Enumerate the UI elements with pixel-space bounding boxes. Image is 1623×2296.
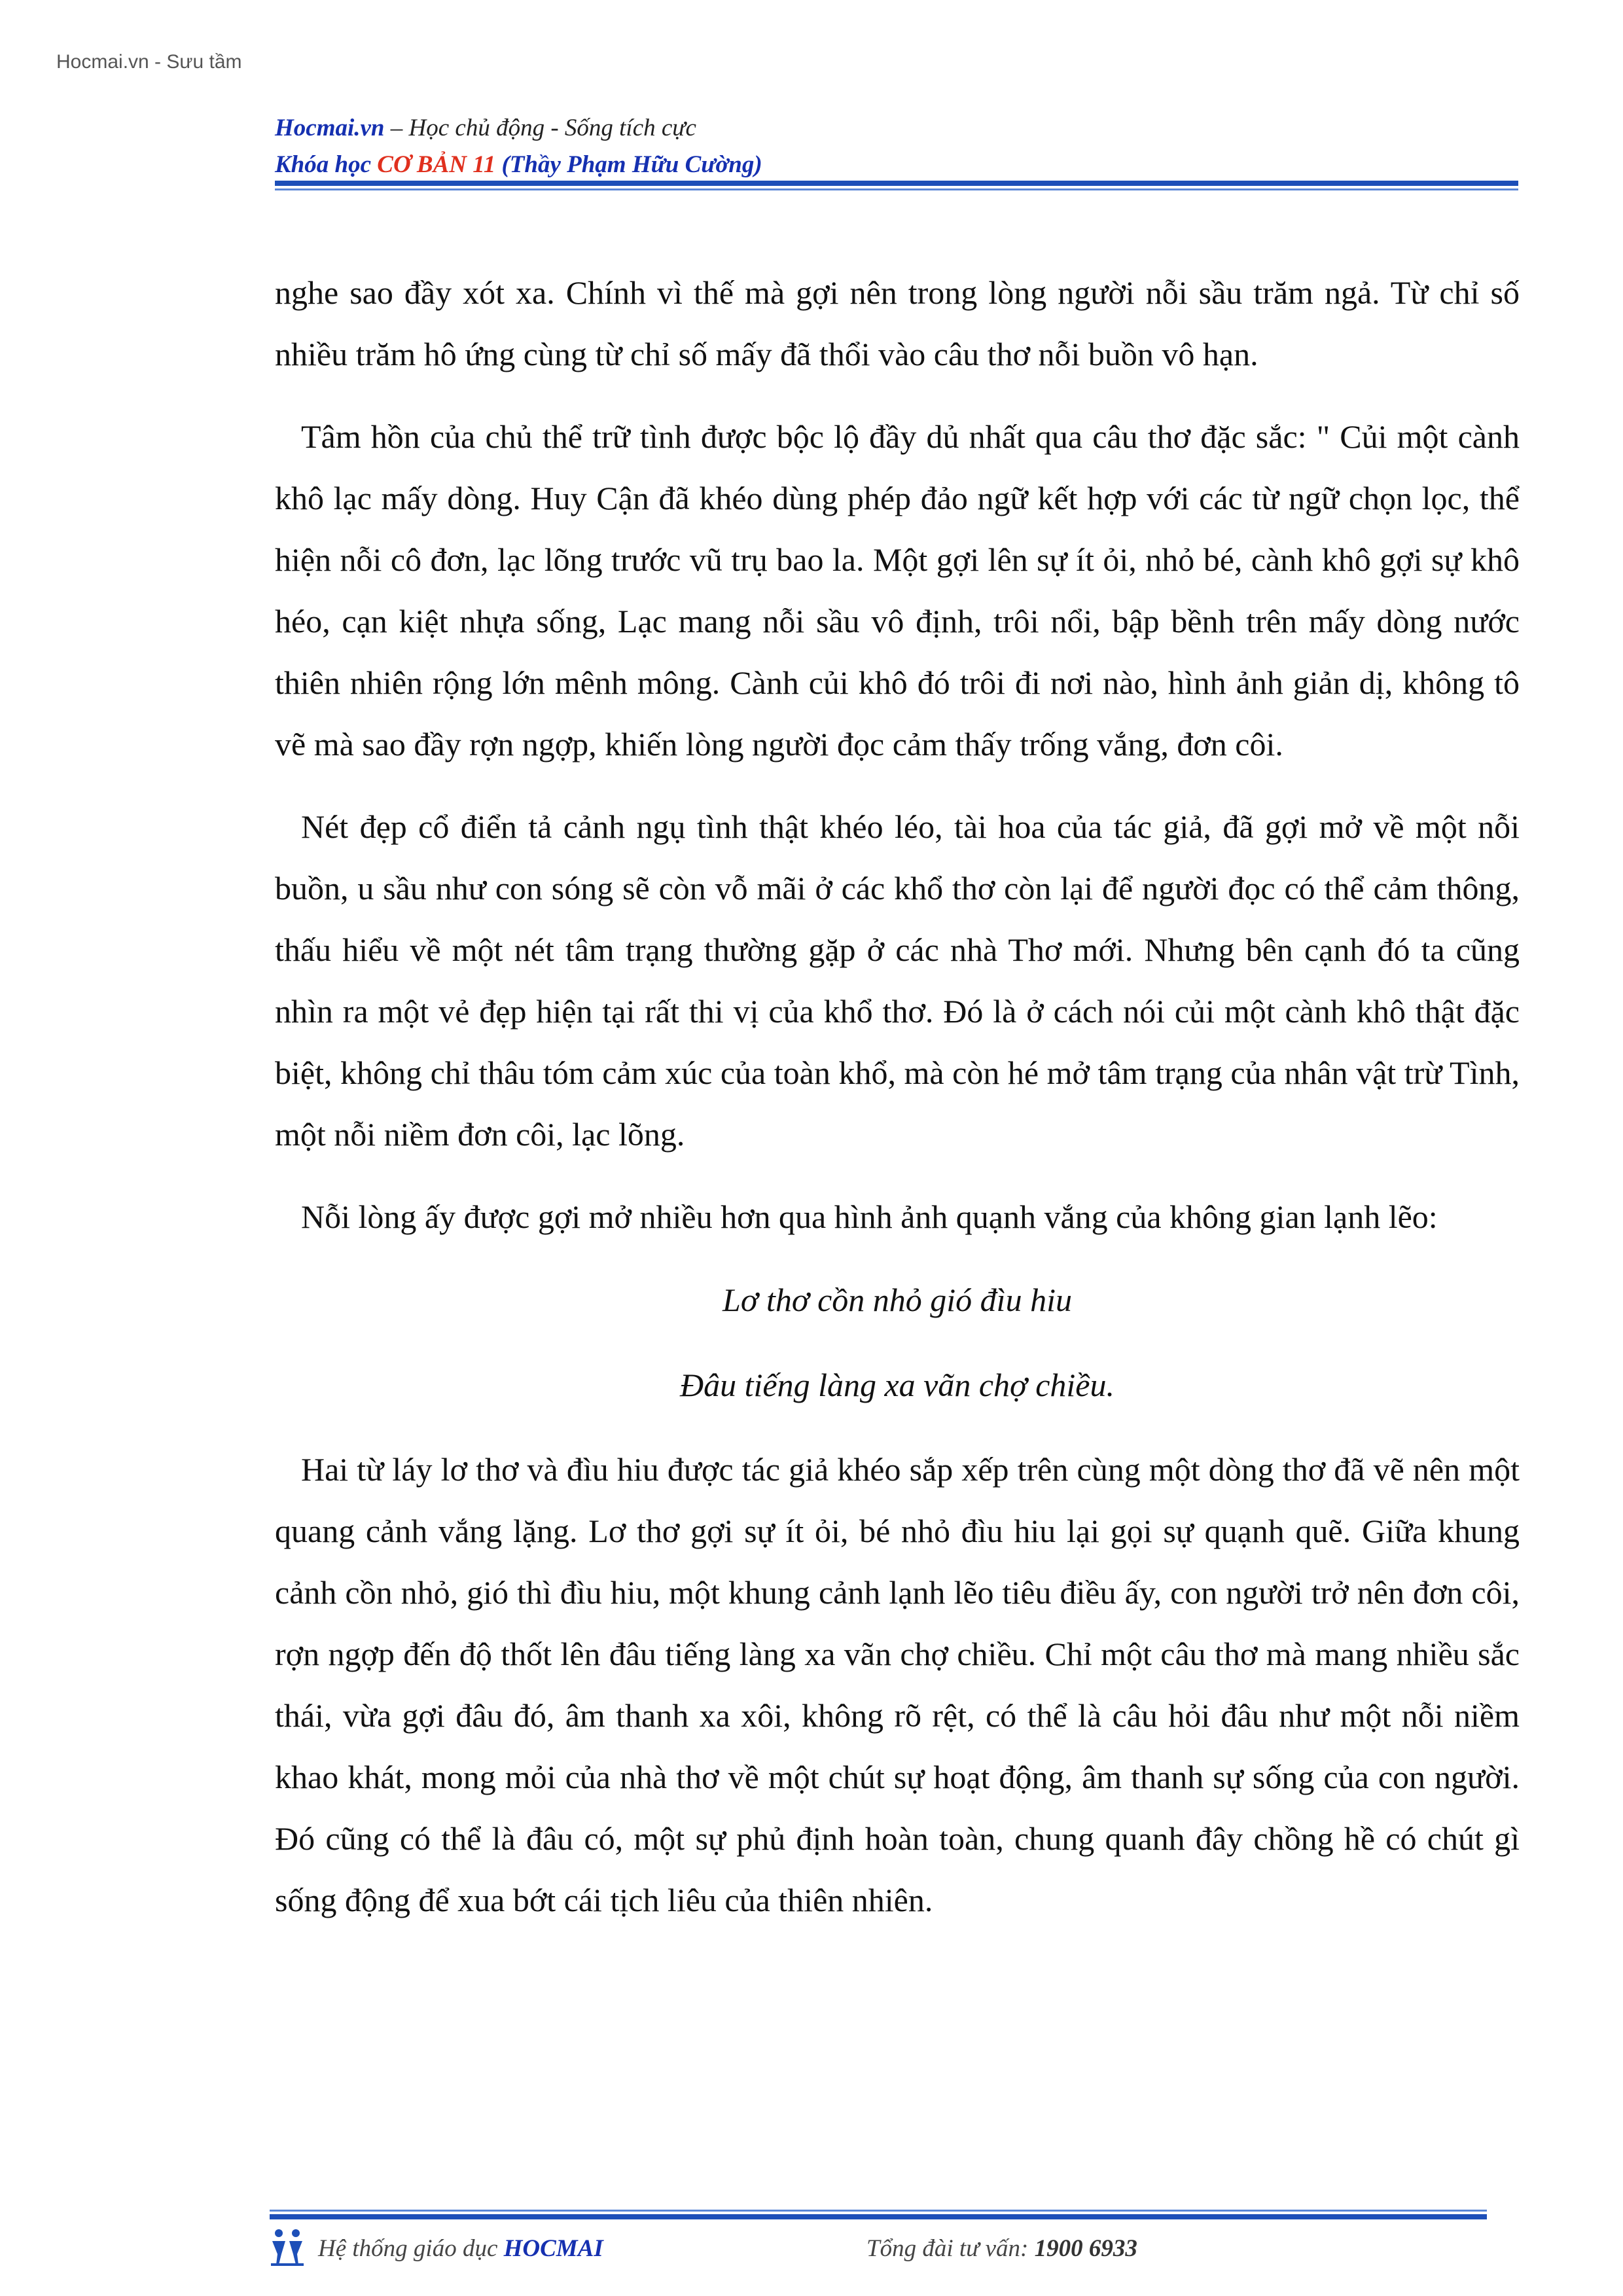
- paragraph-4: Nỗi lòng ấy được gợi mở nhiều hơn qua hình ảnh quạnh vắng của không gian lạnh lẽo:: [301, 1198, 1438, 1235]
- brand-name: Hocmai.vn: [275, 115, 385, 141]
- footer-system-name: HOCMAI: [503, 2235, 603, 2262]
- slogan: – Học chủ động - Sống tích cực: [384, 115, 696, 141]
- header-rule: [275, 181, 1518, 190]
- footer-system-prefix: Hệ thống giáo dục: [318, 2235, 504, 2262]
- paragraph-1: nghe sao đầy xót xa. Chính vì thế mà gợi nên trong lòng người nỗi sầu trăm ngả. Từ chỉ số nhiều trăm hô ứng cùng từ chỉ số mấy đã thổi vào câu thơ nỗi buồn vô hạn.: [275, 274, 1520, 372]
- verse-line-2: Đâu tiếng làng xa vãn chợ chiều.: [679, 1367, 1115, 1403]
- page-footer: [270, 2223, 1487, 2275]
- source-watermark: Hocmai.vn - Sưu tầm: [56, 51, 242, 73]
- paragraph-3: Nét đẹp cổ điển tả cảnh ngụ tình thật khéo léo, tài hoa của tác giả, đã gợi mở về một nỗi buồn, u sầu như con sóng sẽ còn vỗ mãi ở các khổ thơ còn lại để người đọc có thể cảm thông, thấu hiểu về một nét tâm trạng thường gặp ở các nhà Thơ mới. Nhưng bên cạnh đó ta cũng nhìn ra một vẻ đẹp hiện tại rất thi vị của khổ thơ. Đó là ở cách nói củi một cành khô thật đặc biệt, không chỉ thâu tóm cảm xúc của toàn khổ, mà còn hé mở tâm trạng của nhân vật trừ Tình, một nỗi niềm đơn côi, lạc lõng.: [275, 808, 1520, 1153]
- page-header: [275, 110, 1518, 183]
- header-line-2: [275, 147, 1518, 183]
- teacher-name: (Thầy Phạm Hữu Cường): [495, 151, 762, 178]
- hotline-number: 1900 6933: [1034, 2235, 1137, 2262]
- footer-system: [318, 2234, 603, 2263]
- verse-line-1: Lơ thơ cồn nhỏ gió đìu hiu: [722, 1282, 1072, 1318]
- hocmai-logo-icon: [270, 2225, 305, 2267]
- hotline-label: Tổng đài tư vấn:: [866, 2235, 1035, 2262]
- header-line-1: [275, 110, 1518, 147]
- course-name: CƠ BẢN 11: [377, 151, 496, 178]
- course-prefix: Khóa học: [275, 151, 378, 178]
- footer-rule: [270, 2210, 1487, 2219]
- footer-hotline: [866, 2234, 1137, 2263]
- paragraph-2: Tâm hồn của chủ thể trữ tình được bộc lộ đầy dủ nhất qua câu thơ đặc sắc: " Củi một cành khô lạc mấy dòng. Huy Cận đã khéo dùng phép đảo ngữ kết hợp với các từ ngữ chọn lọc, thể hiện nỗi cô đơn, lạc lõng trước vũ trụ bao la. Một gợi lên sự ít ỏi, nhỏ bé, cành khô gợi sự khô héo, cạn kiệt nhựa sống, Lạc mang nỗi sầu vô định, trôi nổi, bập bềnh trên mấy dòng nước thiên nhiên rộng lớn mênh mông. Cành củi khô đó trôi đi nơi nào, hình ảnh giản dị, không tô vẽ mà sao đầy rợn ngợp, khiến lòng người đọc cảm thấy trống vắng, đơn côi.: [275, 418, 1520, 762]
- document-body: [275, 262, 1520, 1952]
- paragraph-5: Hai từ láy lơ thơ và đìu hiu được tác giả khéo sắp xếp trên cùng một dòng thơ đã vẽ nên một quang cảnh vắng lặng. Lơ thơ gợi sự ít ỏi, bé nhỏ đìu hiu lại gọi sự quạnh quẽ. Giữa khung cảnh cồn nhỏ, gió thì đìu hiu, một khung cảnh lạnh lẽo tiêu điều ấy, con người trở nên đơn côi, rợn ngợp đến độ thốt lên đâu tiếng làng xa vãn chợ chiều. Chỉ một câu thơ mà mang nhiều sắc thái, vừa gợi đâu đó, âm thanh xa xôi, không rõ rệt, có thể là câu hỏi đâu như một nỗi niềm khao khát, mong mỏi của nhà thơ về một chút sự hoạt động, âm thanh sự sống của con người. Đó cũng có thể là đâu có, một sự phủ định hoàn toàn, chung quanh đây chồng hề có chút gì sống động để xua bớt cái tịch liêu của thiên nhiên.: [275, 1451, 1520, 1918]
